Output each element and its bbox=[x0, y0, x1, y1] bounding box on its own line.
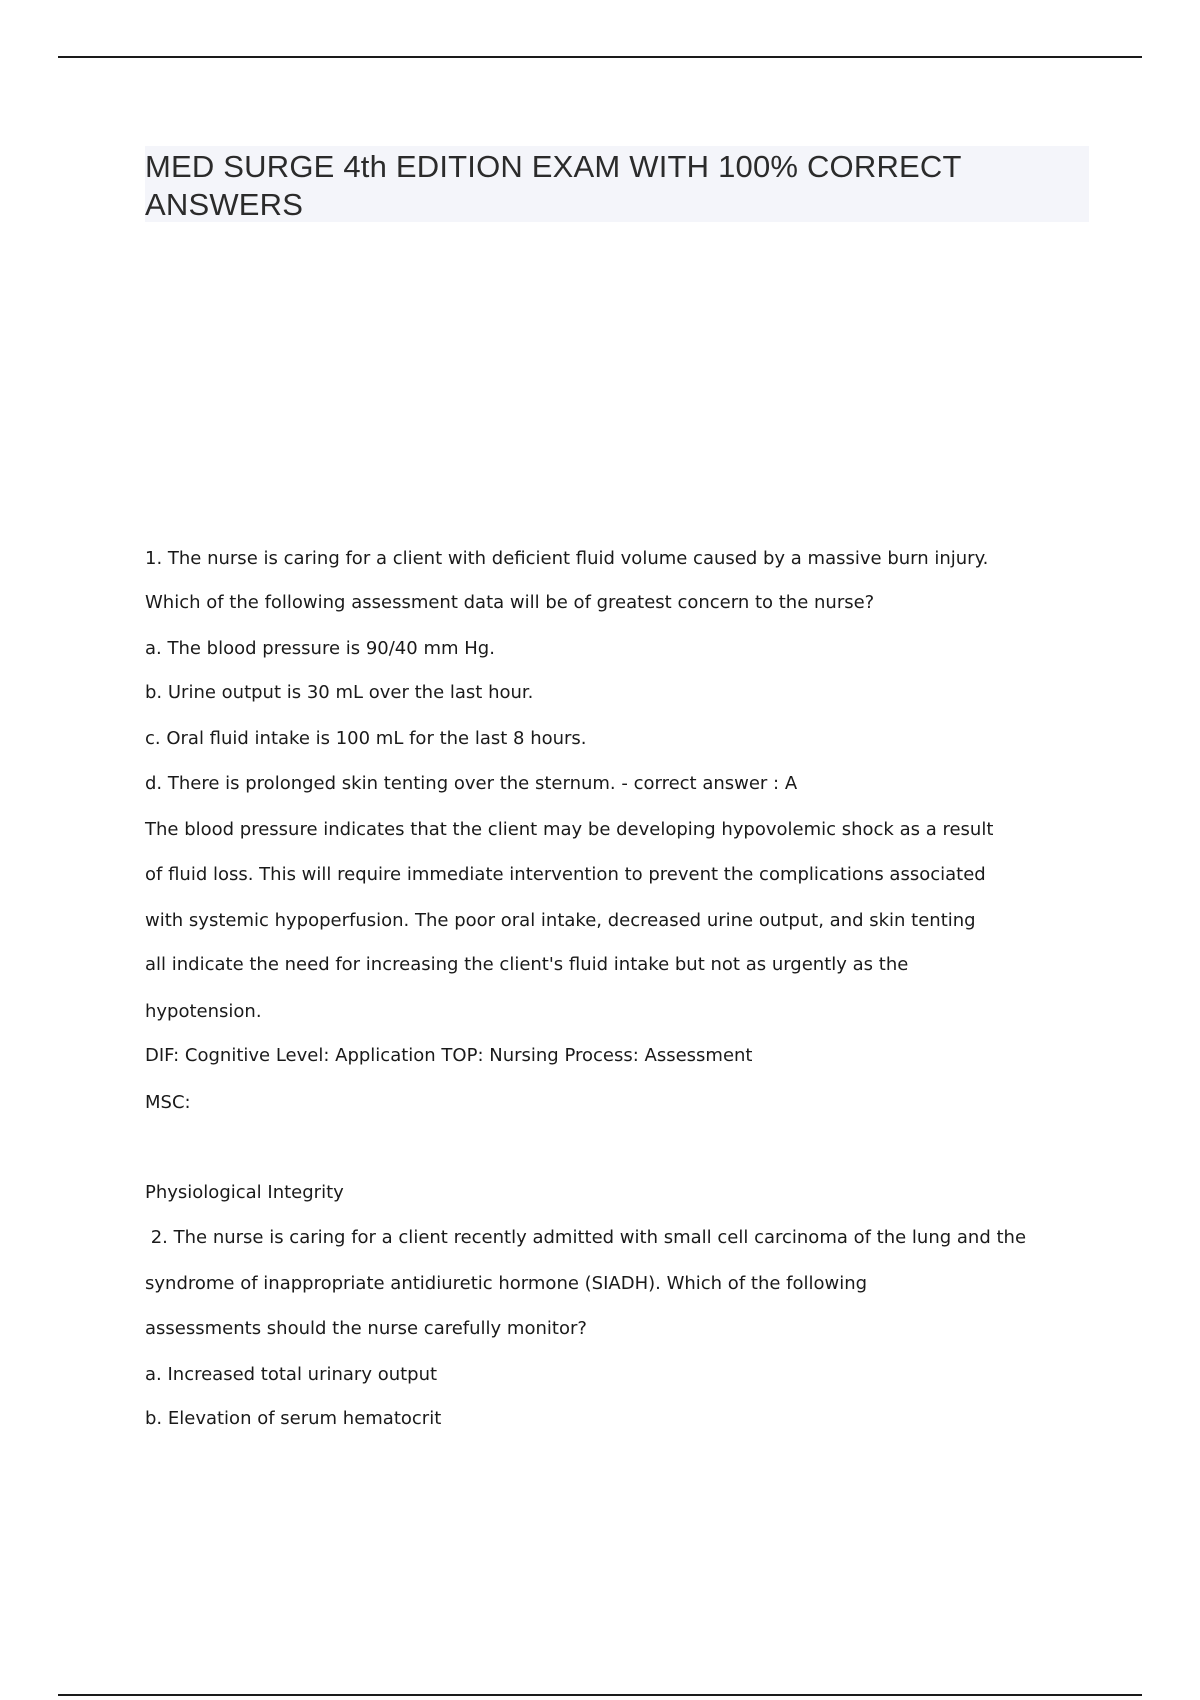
q1-option-c: c. Oral fluid intake is 100 mL for the last 8 hours. bbox=[145, 728, 587, 749]
bottom-rule bbox=[58, 1694, 1142, 1696]
q1-rationale-line-4: all indicate the need for increasing the client's fluid intake but not as urgently as the bbox=[145, 954, 909, 975]
q1-option-d-answer: d. There is prolonged skin tenting over the sternum. - correct answer : A bbox=[145, 773, 798, 794]
top-rule bbox=[58, 56, 1142, 58]
q1-stem-line-2: Which of the following assessment data will be of greatest concern to the nurse? bbox=[145, 592, 875, 613]
q2-option-a: a. Increased total urinary output bbox=[145, 1364, 438, 1385]
q1-dif-top: DIF: Cognitive Level: Application TOP: Nursing Process: Assessment bbox=[145, 1045, 753, 1066]
q1-option-a: a. The blood pressure is 90/40 mm Hg. bbox=[145, 638, 495, 659]
q1-stem-line-1: 1. The nurse is caring for a client with deficient fluid volume caused by a massive burn injury. bbox=[145, 548, 989, 569]
q1-rationale-line-2: of fluid loss. This will require immediate intervention to prevent the complications associated bbox=[145, 864, 986, 885]
q1-category: Physiological Integrity bbox=[145, 1182, 344, 1203]
q1-rationale-line-3: with systemic hypoperfusion. The poor oral intake, decreased urine output, and skin tenting bbox=[145, 910, 976, 931]
q1-rationale-line-5: hypotension. bbox=[145, 1001, 262, 1022]
q2-option-b: b. Elevation of serum hematocrit bbox=[145, 1408, 442, 1429]
q1-option-b: b. Urine output is 30 mL over the last hour. bbox=[145, 682, 534, 703]
q2-stem-line-3: assessments should the nurse carefully monitor? bbox=[145, 1318, 587, 1339]
q1-rationale-line-1: The blood pressure indicates that the client may be developing hypovolemic shock as a result bbox=[145, 819, 994, 840]
q2-stem-line-2: syndrome of inappropriate antidiuretic hormone (SIADH). Which of the following bbox=[145, 1273, 868, 1294]
document-title: MED SURGE 4th EDITION EXAM WITH 100% CORRECT ANSWERS bbox=[145, 149, 962, 222]
q2-stem-line-1: 2. The nurse is caring for a client recently admitted with small cell carcinoma of the lung and the bbox=[145, 1227, 1027, 1248]
q1-msc: MSC: bbox=[145, 1092, 191, 1113]
